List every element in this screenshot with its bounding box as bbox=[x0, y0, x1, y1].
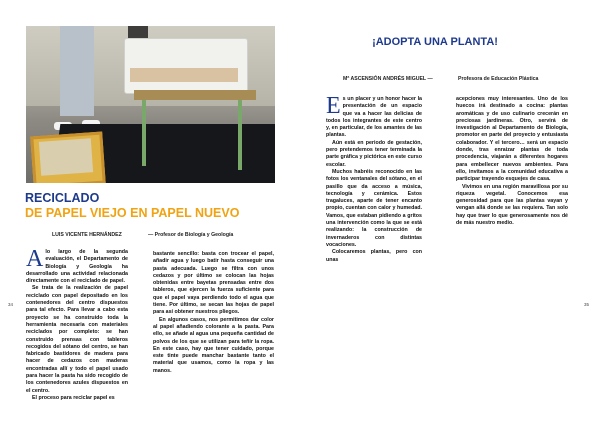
right-author-role: Profesora de Educación Plástica bbox=[458, 76, 539, 82]
left-col1-para-1: Alo largo de la segunda evaluación, el Departamento de Biología y Geología ha desarrollado una actividad relacionada directamente con el reciclado de papel. bbox=[26, 246, 128, 285]
left-column-1 bbox=[26, 246, 128, 402]
left-column-2 bbox=[153, 251, 274, 375]
right-col2-para-2: Vivimos en una región maravillosa por su riqueza vegetal. Conocemos esa generosidad para que las plantas vayan y vengan allá donde se las requiera. Tan solo hay que traer lo que generosamente nos dé de más nuestro medio. bbox=[456, 183, 568, 227]
right-column-1 bbox=[326, 93, 422, 264]
left-col2-para-2: En algunos casos, nos permitimos dar color al papel añadiendo colorante a la pasta. Para ello, se añade al agua una pequeña cantidad de polvos de los que se utilizan para teñir la ropa. En este caso, hay que tener cuidado, porque este tinte puede manchar bastante tanto el material que usamos, como la ropa y las manos. bbox=[153, 316, 274, 374]
dropcap: A bbox=[26, 246, 44, 272]
article-title-line2: DE PAPEL VIEJO EN PAPEL NUEVO bbox=[25, 206, 240, 220]
right-col1-para-4: Colocaremos plantas, pero con unas bbox=[326, 249, 422, 263]
left-col1-para-2: Se trata de la realización de papel reciclado con papel depositado en los contenedores del centro dispuestos para tal efecto. Para llevar a cabo esta proyecto se ha construido toda la herramienta necesaria con materiales reciclados por completo: se han construido prensas con tableros recogidos del sótano del centro, se han fabricado bastidores de madera para hacer de cedazos con maderas encontradas allí y todo el papel usado para hacer la pasta ha sido recogido de los contenedores azules dispuestos en el centro. bbox=[26, 285, 128, 394]
article-title-right: ¡ADOPTA UNA PLANTA! bbox=[372, 36, 498, 48]
right-col1-para-1: Es un placer y un honor hacer la presentación de un espacio que va a hacer las delicias de todos los integrantes de este centro y, en particular, de los amantes de las plantas. bbox=[326, 93, 422, 139]
left-author: LUIS VICENTE HERNÁNDEZ bbox=[52, 232, 122, 238]
right-col1-para-3: Muchos habréis reconocido en las fotos los ventanales del sótano, en el pasillo que da acceso a música, tecnología y cerámica. Estos tragaluces, aparte de tener encanto propio, cuentan con calor y humedad. Vamos, que estaban pidiendo a gritos una intervención como la que se está realizando: la construcción de invernaderos con distintas vocaciones. bbox=[326, 168, 422, 248]
right-author: Mª ASCENSIÓN ANDRÉS MIGUEL — bbox=[343, 76, 433, 82]
page-number-left: 34 bbox=[8, 302, 14, 307]
left-author-role: — Profesor de Biología y Geología bbox=[148, 232, 234, 238]
left-col2-para-1: bastante sencillo: basta con trocear el papel, añadir agua y luego batir hasta conseguir una pasta adecuada. Luego se filtra con unos cedazos y por último se colocan las hojas obtenidas entre bayetas prensadas entre dos tableros, que ejercen la fuerza suficiente para que el papel vaya perdiendo todo el agua que tiene. Por último, se secan las hojas de papel para así obtener nuestros pliegos. bbox=[153, 251, 274, 316]
paper-recycling-photo bbox=[26, 26, 275, 183]
right-column-2 bbox=[456, 96, 568, 227]
dropcap: E bbox=[326, 93, 341, 119]
article-title-line1: RECICLADO bbox=[25, 191, 100, 205]
right-col1-para-2: Aún está en periodo de gestación, pero pretendemos tener terminada la parte gráfica y pictórica en este curso escolar. bbox=[326, 139, 422, 168]
page-number-right: 35 bbox=[584, 302, 590, 307]
right-col2-para-1: acepciones muy interesantes. Uno de los huecos irá destinado a cocina: plantas aromáticas y de uso culinario crecerán en preciosas jardineras. Otro, servirá de investigación al Departamento de Biología, promotor en parte del proyecto y entusiasta colaborador. Y el tercero… será un espacio donde, tras enraizar plantas de toda procedencia, viajarán a diferentes hogares para embellecer nuevos ambientes. Para ello, invitamos a la comunidad educativa a participar trayendo esquejes de casa. bbox=[456, 96, 568, 183]
left-col1-para-3: El proceso para reciclar papel es bbox=[32, 394, 115, 401]
